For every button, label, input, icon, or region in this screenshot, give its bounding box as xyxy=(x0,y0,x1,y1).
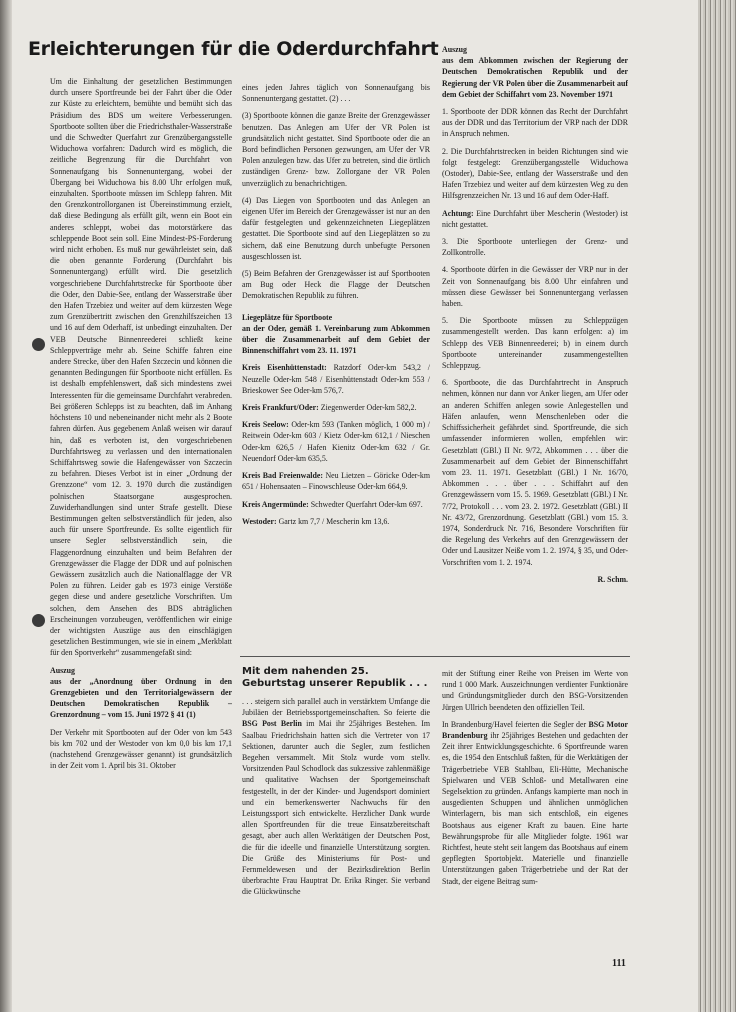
kreis-entry xyxy=(242,470,430,492)
article2-text: im Mai ihr 25jähriges Bestehen. Im Saalbau Friedrichshain hatten sich die Vertreter von 17 Sektionen, darunter auch die Segler, zum festlichen Begehen versammelt. Mit Stolz wurde vom stellv. Vorsitzenden Paul Schodlock das sukzessive zahlenmäßige und qualitative Wachsen der Sportgemeinschaft festgestellt, in der der Kinder- und Jugendsport dominiert und ein bemerkenswerter Nachwuchs für den Leistungssport sich entwickelte. Herzlicher Dank wurde allen Sportfreunden für die treue Einsatzbereitschaft gesagt, aber auch allen Werktätigen der Deutschen Post, die für die ideelle und finanzielle Unterstützung sorgten. Die Grüße des Ministeriums für Post- und Fernmeldewesen und der Bezirksdirektion Berlin überbrachte Frau Hauptrat Dr. Erika Ringer. Sie verband die Glückwünsche xyxy=(242,719,430,897)
kreis-label: Kreis Frankfurt/Oder: xyxy=(242,403,319,413)
extract-title: aus der „Anordnung über Ordnung in den Grenzgebieten und den Territorialgewässern der Deutschen Demokratischen Republik – Grenzordnung – vom 15. Juni 1972 § 41 (1) xyxy=(50,676,232,720)
kreis-text: Schwedter Querfahrt Oder-km 697. xyxy=(310,499,423,509)
page-edges xyxy=(698,0,736,1012)
article2-title: Mit dem nahenden 25. Geburtstag unserer Republik . . . xyxy=(242,666,428,689)
article-body: Um die Einhaltung der gesetzlichen Bestimmungen durch unsere Sportfreunde bei der Fahrt über die Oder zur Küste zu erleichtern, bemühte und bemüht sich das Präsidium des BDS um weitere Verbesserungen. Sportboote sollten über die Friedrichsthaler-Wasserstraße und die Schwedter Querfahrt zur Grenzübergangsstelle Widuchowa vorfahren: Dadurch wird es möglich, die zeitliche Begrenzung für die Durchfahrt von Sonnenaufgang bis Sonnenuntergang, wobei der Übergang bei Widuchowa bis 8.00 Uhr erfolgen muß, einzuhalten. Sportboote müssen im Schlepp fahren. Mit den Grenzkontrollorganen ist Übereinstimmung erzielt, daß diese Bedingung als erfüllt gilt, wenn ein Boot ein anderes schleppt, wobei das motorstärkere das schleppende Boot sein soll. Eine Mindest-PS-Forderung wird nicht erhoben. Es muß nur gewährleistet sein, daß die oben genannte Forderung (Durchfahrt bis Sonnenuntergang) erfüllt wird. Die gesetzlich vorgeschriebene Durchfahrtstrecke für Sportboote über die Oder, den Dabie-See, entlang der Wasserstraße über den Hafen Trzebiez und weiter auf dem kürzesten Wege zum Grenzübertritt zwischen den Grenzhilfszeichen 13 und 16 auf dem Oderhaff, ist unbedingt einzuhalten. Der VEB Deutsche Binnenreederei schließt keine Schleppverträge mehr ab. Seine Schiffe fahren eine andere Strecke, über den Hafen Szczecin und können die genannten Bedingungen für Sportboote nicht erfüllen. Es ist deshalb empfehlenswert, daß sich mindestens zwei Interessenten für die gemeinsame Durchfahrt verabreden. Bei größeren Schlepps ist zu beachten, daß im Anhang höchstens 10 und nebeneinander nicht mehr als 2 Boote fahren dürfen. Aus gegebenem Anlaß weisen wir darauf hin, daß es verboten ist, den vorgeschriebenen Durchfahrtsweg zu verlassen und den internationalen Schiffahrtsweg sowie die Hafengewässer von Szczecin zu befahren. Dieses Verbot ist in einer „Ordnung der Grenzzone“ vom 12. 3. 1970 durch die zuständigen polnischen Staatsorgane ausgesprochen. Zuwiderhandlungen sind unter Strafe gestellt. Diese Bestimmungen gelten selbstverständlich für jeden, also auch für unsere Sportfreunde. Es sollte eigentlich für unsere Segler selbstverständlich sein, die Flaggenordnung einzuhalten und beim Befahren der Grenzgewässer die Flagge der DDR und auf polnischen Gewässern zusätzlich auch die Nationalflagge der VR Polen zu führen. Leider gab es 1973 einige Verstöße gegen diese und andere gesetzliche Vorschriften. Um solchen, dem Ansehen des BDS abträglichen Erscheinungen vorzubeugen, veröffentlichen wir einige der wichtigsten Auszüge aus den einschlägigen gesetzlichen Bestimmungen, wie sie in einem „Merkblatt für den Sportverkehr“ zusammengefaßt sind: xyxy=(50,77,232,658)
abkommen-item: 2. Die Durchfahrtstrecken in beiden Richtungen sind wie folgt festgelegt: Grenzübergangsstelle Widuchowa (Ostoder), Dabie-See, entlang der Wasserstraße und den Hafen Trzebiez und weiter auf dem kürzesten Weg zu den Hilfsgrenzzeichen Nr. 13 und 16 auf dem Oder-Haff. xyxy=(442,146,628,201)
article-title: Erleichterungen für die Oderdurchfahrt xyxy=(28,38,439,60)
article2-text: . . . steigern sich parallel auch in verstärktem Umfange die Jubiläen der Betriebssportgemeinschaften. So feierte die xyxy=(242,697,430,718)
article2-text: ihr 25jähriges Bestehen und gedachten der Zeit ihrer Entwicklungsgeschichte. 6 Sportfreunde waren es, die 1954 den Entschluß faßten, für die Werktätigen der Trägerbetriebe VEB Stahlbau, Eli-Hütte, Mechanische Spielwaren und VEB Schloß- und Metallwaren eine Segelsektion zu gründen. Anfangs kampierte man noch in ausgedienten Schuppen und ähnlichen unmöglichen Winterlagern, bis man sich entschloß, ein eigenes Bootshaus aus eigener Kraft zu bauen. Eine harte Bewährungsprobe für alle Mitglieder folgte. 1961 war Richtfest, heute steht seit langem das Bootshaus auf einem gepflegten Sportobjekt. Materielle und finanzielle Unterstützungen gaben Trägerbetriebe und der Rat der Stadt, der eigene Beitrag sum- xyxy=(442,731,628,886)
liegeplaetze-title: an der Oder, gemäß 1. Vereinbarung zum Abkommen über die Zusammenarbeit auf dem Gebiet der Binnenschiffahrt vom 23. 11. 1971 xyxy=(242,323,430,356)
article2-text: In Brandenburg/Havel feierten die Segler der xyxy=(442,719,589,729)
paragraph-3: (3) Sportboote können die ganze Breite der Grenzgewässer benutzen. Das Anlegen am Ufer der VR Polen ist grundsätzlich nicht gestattet. Sind Sportboote oder die an Bord befindlichen Personen gezwungen, am Ufer der VR Polen anzulegen bzw. das Ufer zu betreten, sind die örtlich zuständigen Grenz- bzw. Zollorgane der VR Polen unverzüglich zu benachrichtigen. xyxy=(242,111,430,188)
abkommen-title: aus dem Abkommen zwischen der Regierung der Deutschen Demokratischen Republik und der Regierung der VR Polen über die Zusammenarbeit auf dem Gebiet der Schiffahrt vom 23. November 1971 xyxy=(442,56,628,99)
paragraph-5: (5) Beim Befahren der Grenzgewässer ist auf Sportbooten am Bug oder Heck die Flagge der Deutschen Demokratischen Republik zu führen. xyxy=(242,269,430,301)
binder-hole xyxy=(32,338,45,351)
abkommen-item: 3. Die Sportboote unterliegen der Grenz- und Zollkontrolle. xyxy=(442,237,628,258)
kreis-entry xyxy=(242,499,430,510)
kreis-text: Neu Lietzen – Göricke Oder-km 651 / Hohensaaten – Finowschleuse Oder-km 664,9. xyxy=(242,471,430,492)
abkommen-item: 6. Sportboote, die das Durchfahrtrecht in Anspruch nehmen, können nur dann vor Anker liegen, am Ufer oder an anderen Schiffen anlegen sowie Anlegestellen und Häfen anlaufen, wenn Menschenleben oder die Schiffssicherheit gefährdet sind. Sportfreunde, die sich umfassender informieren wollen, empfehlen wir: Gesetzblatt (GBl.) II Nr. 9/72, Abkommen . . . über die Zusammenarbeit auf dem Gebiet der Binnenschiffahrt vom 23. 11. 1971. Gesetzblatt (GBl.) I Nr. 16/70, Abkommen . . . über . . . Schiffahrt auf den Grenzgewässern vom 15. 5. 1969. Gesetzblatt (GBl.) I Nr. 7/72, Protokoll . . . vom 23. 2. 1972. Gesetzblatt (GBl.) II Nr. 43/72, Grenzordnung. Gesetzblatt (GBl.) vom 15. 3. 1974, Sonderdruck Nr. 716, Besondere Vorschriften für die Regelung des Verkehrs auf den Grenzgewässern der Oder und Lausitzer Neiße vom 1. 2. 1974, § 35, und Oder-Vorschriften vom 1. 2. 1974. xyxy=(442,378,628,567)
kreis-entry xyxy=(242,402,430,413)
extract-body: Der Verkehr mit Sportbooten auf der Oder von km 543 bis km 702 und der Westoder von km 0,0 bis km 17,1 (nachstehend Grenzgewässer genannt) ist grundsätzlich in der Zeit vom 1. April bis 31. Oktober xyxy=(50,727,232,771)
binder-hole xyxy=(32,614,45,627)
club-name-motor: BSG Motor Brandenburg xyxy=(442,719,628,741)
kreis-entry xyxy=(242,362,430,396)
achtung-note xyxy=(442,208,628,230)
kreis-label: Kreis Bad Freienwalde: xyxy=(242,471,323,481)
kreis-text: Gartz km 7,7 / Mescherin km 13,6. xyxy=(278,516,390,526)
kreis-text: Ziegenwerder Oder-km 582,2. xyxy=(320,403,417,413)
paragraph-4: (4) Das Liegen von Sportbooten und das Anlegen an eigenen Ufer im Bereich der Grenzgewässer ist nur an den dafür festgelegten und gekennzeichneten Liegeplätzen gestattet. Die Sportboote sind auf den Liegeplätzen so zu sichern, daß eine Benutzung durch unbefugte Personen ausgeschlossen ist. xyxy=(242,195,430,261)
column-2 xyxy=(242,82,430,642)
section-intro: eines jeden Jahres täglich von Sonnenaufgang bis Sonnenuntergang gestattet. (2) . . . xyxy=(242,83,430,104)
section-divider xyxy=(240,656,630,657)
article2-text: mit der Stiftung einer Reihe von Preisen im Werte von rund 1 000 Mark. Auszeichnungen verdienter Funktionäre und Gründungsmitglieder durch den BSG-Vorsitzenden Jürgen Ullrich beendeten den offiziellen Teil. xyxy=(442,669,628,712)
kreis-text: Ratzdorf Oder-km 543,2 / Neuzelle Oder-km 548 / Eisenhüttenstadt Oder-km 553 / Brieskower See Oder-km 576,7. xyxy=(242,363,430,395)
kreis-entry xyxy=(242,419,430,464)
page-spine-shadow xyxy=(0,0,12,1012)
kreis-label: Kreis Angermünde: xyxy=(242,499,309,509)
kreis-label: Kreis Eisenhüttenstadt: xyxy=(242,363,327,373)
kreis-label: Westoder: xyxy=(242,516,277,526)
article2-column-left xyxy=(242,696,430,946)
column-1 xyxy=(50,76,232,974)
kreis-entry xyxy=(242,516,430,527)
kreis-label: Kreis Seelow: xyxy=(242,420,289,430)
achtung-text: Eine Durchfahrt über Mescherin (Westoder) ist nicht gestattet. xyxy=(442,208,628,229)
kreis-text: Oder-km 593 (Tanken möglich, 1 000 m) / Reitwein Oder-km 603 / Kietz Oder-km 612,1 / Nieschen Oder-km 626,5 / Hafen Kienitz Oder-km 632 / Gr. Neuendorf Oder-km 635,5. xyxy=(242,420,430,463)
abkommen-item: 4. Sportboote dürfen in die Gewässer der VRP nur in der Zeit von Sonnenaufgang bis 8.00 Uhr einfahren und müssen diese Gewässer bei Sonnenuntergang verlassen haben. xyxy=(442,265,628,309)
abkommen-item: 5. Die Sportboote müssen zu Schleppzügen zusammengestellt werden. Das kann erfolgen: a) im Schlepp des VEB Binnenreederei; b) in einem durch Sportboote untereinander zusammengestellten Schleppzug. xyxy=(442,316,628,371)
author-signature: R. Schm. xyxy=(597,574,628,584)
column-3 xyxy=(442,44,628,652)
achtung-label: Achtung: xyxy=(442,208,474,218)
liegeplaetze-heading: Liegeplätze für Sportboote xyxy=(242,312,333,322)
page-number: 111 xyxy=(612,958,626,969)
article2-column-right xyxy=(442,668,628,946)
extract-heading: Auszug xyxy=(50,665,75,675)
abkommen-item: 1. Sportboote der DDR können das Recht der Durchfahrt aus der DDR und das Territorium der VRP nach der DDR in Anspruch nehmen. xyxy=(442,107,628,139)
club-name-post: BSG Post Berlin xyxy=(242,719,302,729)
abkommen-heading: Auszug xyxy=(442,45,467,54)
